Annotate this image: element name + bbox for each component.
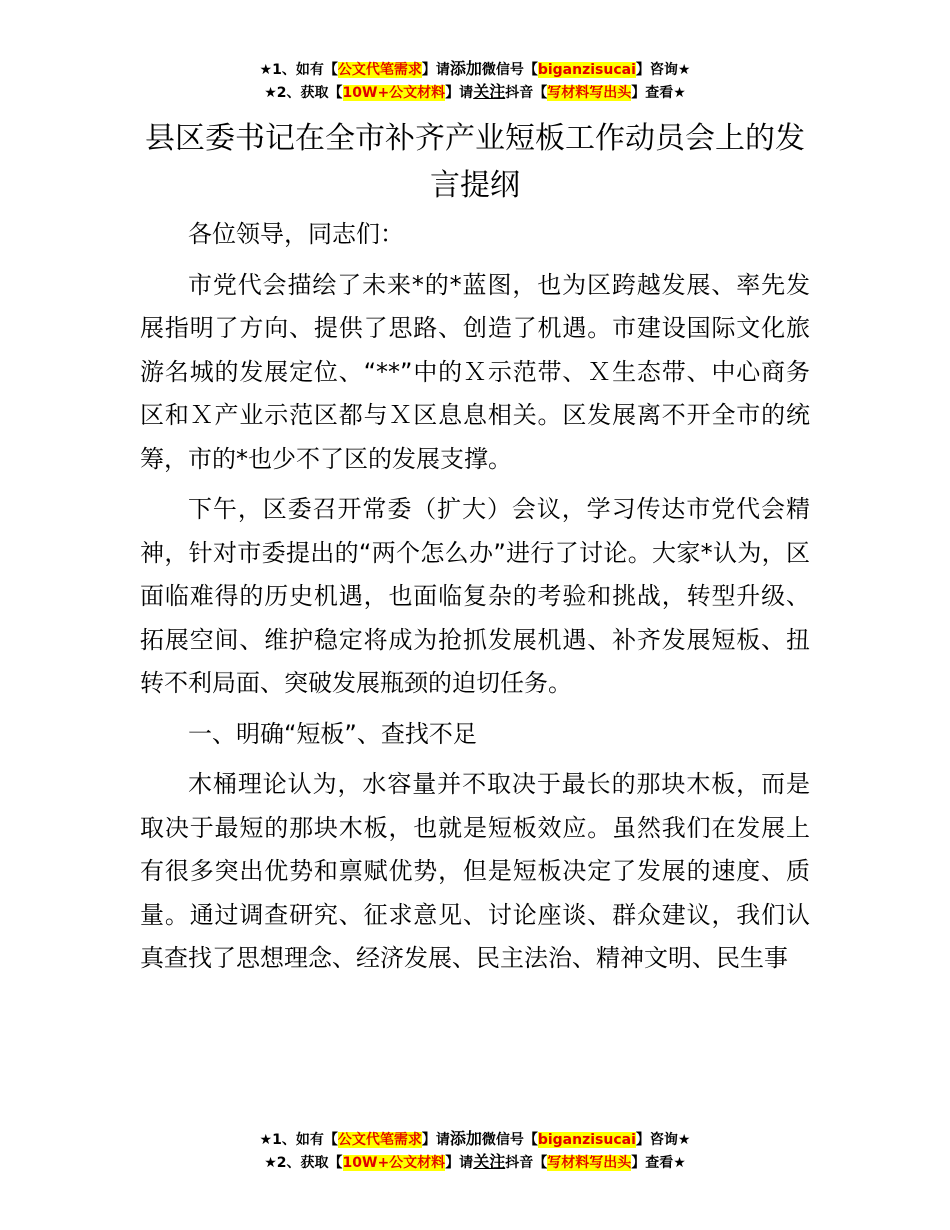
banner-text: ★1、如有【: [259, 1132, 338, 1148]
banner-emphasis: 添加: [449, 1129, 482, 1148]
banner-emphasis: 关注: [473, 1152, 506, 1171]
banner-text: ★1、如有【: [259, 62, 338, 78]
banner-line-2: [0, 81, 950, 104]
paragraph: 市党代会描绘了未来*的*蓝图，也为区跨越发展、率先发展指明了方向、提供了思路、创造了机遇。市建设国际文化旅游名城的发展定位、“**”中的Ｘ示范带、Ｘ生态带、中心商务区和Ｘ产业示范区都与Ｘ区息息相关。区发展离不开全市的统筹，市的*也少不了区的发展支撑。: [140, 270, 810, 473]
banner-text: 抖音【: [505, 85, 548, 101]
banner-text: 】请: [421, 62, 450, 78]
bottom-banner: [0, 1128, 950, 1174]
banner-emphasis: 关注: [473, 82, 506, 101]
document-title: 县区委书记在全市补齐产业短板工作动员会上的发言提纲: [145, 121, 805, 203]
banner-text: 】咨询★: [635, 62, 691, 78]
banner-text: 抖音【: [505, 1155, 548, 1171]
banner-highlight: 写材料写出头: [547, 1155, 632, 1171]
banner-highlight: 公文代笔需求: [337, 62, 422, 78]
banner-line-1: [0, 58, 950, 81]
banner-highlight: biganzisucai: [537, 62, 636, 78]
banner-text: 微信号【: [481, 1132, 538, 1148]
banner-text: 】请: [421, 1132, 450, 1148]
banner-emphasis: 添加: [449, 59, 482, 78]
banner-text: 】请: [445, 1155, 474, 1171]
paragraph: 下午，区委召开常委（扩大）会议，学习传达市党代会精神，针对市委提出的“两个怎么办”进行了讨论。大家*认为，区面临难得的历史机遇，也面临复杂的考验和挑战，转型升级、拓展空间、维护稳定将成为抢抓发展机遇、补齐发展短板、扭转不利局面、突破发展瓶颈的迫切任务。: [140, 495, 810, 697]
banner-text: ★2、获取【: [264, 1155, 343, 1171]
top-banner: [0, 58, 950, 104]
banner-line-2: [0, 1151, 950, 1174]
salutation: 各位领导，同志们：: [188, 220, 404, 248]
banner-highlight: 写材料写出头: [547, 85, 632, 101]
banner-highlight: 10W+公文材料: [342, 85, 446, 101]
paragraph: 木桶理论认为，水容量并不取决于最长的那块木板，而是取决于最短的那块木板，也就是短板效应。虽然我们在发展上有很多突出优势和禀赋优势，但是短板决定了发展的速度、质量。通过调查研究、征求意见、讨论座谈、群众建议，我们认真查找了思想理念、经济发展、民主法治、精神文明、民生事: [140, 770, 810, 972]
banner-highlight: 10W+公文材料: [342, 1155, 446, 1171]
section-heading: 一、明确“短板”、查找不足: [188, 719, 477, 748]
banner-text: 】查看★: [631, 1155, 686, 1171]
banner-text: 】请: [445, 85, 474, 101]
banner-text: 微信号【: [481, 62, 538, 78]
banner-line-1: [0, 1128, 950, 1151]
document-body: [140, 213, 810, 988]
banner-text: 】查看★: [631, 85, 686, 101]
banner-text: ★2、获取【: [264, 85, 343, 101]
banner-text: 】咨询★: [635, 1132, 691, 1148]
banner-highlight: 公文代笔需求: [337, 1132, 422, 1148]
banner-highlight: biganzisucai: [537, 1132, 636, 1148]
